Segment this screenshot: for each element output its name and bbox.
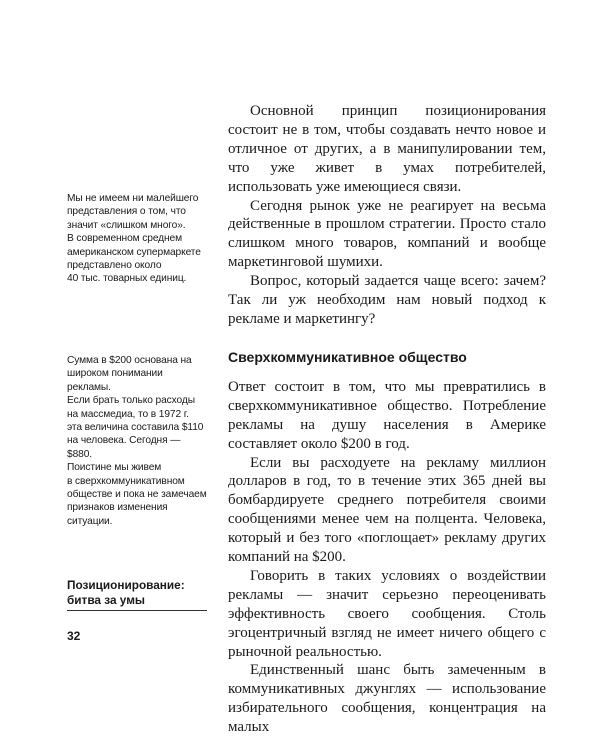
sidenote-line: эта величина составила $110 <box>67 422 204 434</box>
sidenote-line: на массмедиа, то в 1972 г. <box>67 408 189 420</box>
paragraph: Вопрос, который задается чаще всего: зачем? Так ли уж необходим нам новый подход к рекламе и маркетингу? <box>228 273 546 327</box>
sidenote-line: 40 тыс. товарных единиц. <box>67 273 187 285</box>
sidenote-line: ситуации. <box>67 515 113 527</box>
footer-divider <box>67 610 207 611</box>
paragraph: Единственный шанс быть замеченным в коммуникативных джунглях — использование избирательного сообщения, концентрация на малых <box>228 662 546 736</box>
sidenote-line: Если брать только расходы <box>67 395 195 407</box>
main-text-column <box>228 102 546 737</box>
section-heading: Сверхкоммуникативное общество <box>228 348 467 365</box>
sidenote-line: значит «слишком много». <box>67 219 186 231</box>
paragraph: Ответ состоит в том, что мы превратились в сверхкоммуникативное общество. Потребление рекламы на душу населения в Америке составляет около $200 в год. <box>228 378 546 452</box>
paragraph: Сегодня рынок уже не реагирует на весьма действенные в прошлом стратегии. Просто стало слишком много товаров, компаний и вообще маркетинговой шумихи. <box>228 197 546 271</box>
sidenote-line: широком понимании рекламы. <box>67 368 163 393</box>
sidenote-line: признаков изменения <box>67 502 168 514</box>
paragraph: Основной принцип позиционирования состоит не в том, чтобы создавать нечто новое и отличное от других, а в манипулировании тем, что уже живет в умах потребителей, использовать уже имеющиеся связи. <box>228 103 546 195</box>
sidenote-line: представлено около <box>67 260 162 272</box>
sidenote-ad-spend <box>67 354 207 528</box>
sidenote-line: на человека. Сегодня — $880. <box>67 435 181 460</box>
sidenote-line: обществе и пока не замечаем <box>67 489 207 501</box>
sidenote-line: Мы не имеем ни малейшего <box>67 193 199 204</box>
running-title <box>67 578 207 607</box>
sidenote-line: представления о том, что <box>67 206 186 218</box>
sidenote-supermarket <box>67 192 207 286</box>
page-number: 32 <box>67 629 81 643</box>
sidenote-line: Поистине мы живем <box>67 462 162 474</box>
paragraph: Если вы расходуете на рекламу миллион долларов в год, то в течение этих 365 дней вы бомбардируете среднего потребителя своими сообщениями менее чем на полцента. Человека, который и без того «поглощает» рекламу других компаний на $200. <box>228 454 546 566</box>
sidenote-line: в сверхкоммуникативном <box>67 475 185 487</box>
sidenote-line: В современном среднем <box>67 233 183 245</box>
sidenote-line: Сумма в $200 основана на <box>67 355 192 366</box>
running-title-line: Позиционирование: <box>67 578 185 592</box>
sidenote-line: американском супермаркете <box>67 246 201 258</box>
running-title-line: битва за умы <box>67 592 146 607</box>
paragraph: Говорить в таких условиях о воздействии рекламы — значит серьезно переоценивать эффективность своего сообщения. Столь эгоцентричный взгляд не имеет ничего общего с рыночной реальностью. <box>228 567 546 660</box>
